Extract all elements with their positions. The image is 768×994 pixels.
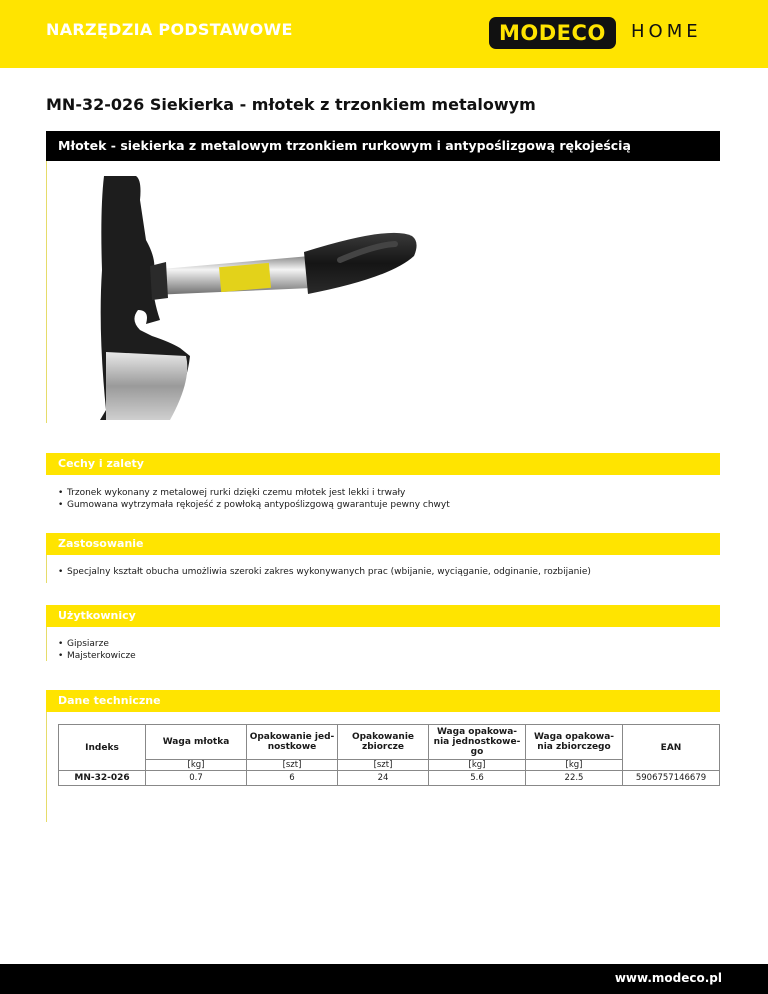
col-header-waga-opakowania-zbiorczego: Waga opakowa- nia zbiorczego: [526, 725, 623, 760]
features-heading-bar: [46, 453, 720, 475]
category-title: NARZĘDZIA PODSTAWOWE: [46, 20, 293, 39]
product-subtitle-bar: [46, 131, 720, 161]
users-frame-line: [46, 627, 47, 661]
usage-list: [58, 566, 591, 578]
hatchet-hammer-photo: [90, 170, 420, 420]
tech-heading: Dane techniczne: [58, 694, 161, 707]
col-header-ean: EAN: [623, 725, 720, 771]
col-header-waga-mlotka: Waga młotka: [146, 725, 247, 760]
usage-heading: Zastosowanie: [58, 537, 144, 550]
logo-brand: MODECO: [489, 17, 616, 49]
col-header-waga-opakowania-jednostkowego: Waga opakowa- nia jednostkowe- go: [429, 725, 526, 760]
unit-cell: [kg]: [429, 760, 526, 771]
unit-cell: [szt]: [247, 760, 338, 771]
table-row: [59, 771, 720, 786]
features-heading: Cechy i zalety: [58, 457, 144, 470]
image-frame-line: [46, 161, 47, 423]
list-item: • Gumowana wytrzymała rękojeść z powłoką antypoślizgową gwarantuje pewny chwyt: [58, 499, 450, 511]
users-heading-bar: [46, 605, 720, 627]
usage-frame-line: [46, 555, 47, 583]
table-header-row: [59, 725, 720, 760]
features-list: [58, 487, 450, 511]
col-header-opakowanie-zbiorcze: Opakowanie zbiorcze: [338, 725, 429, 760]
value-cell: 22.5: [526, 771, 623, 786]
tech-heading-bar: [46, 690, 720, 712]
unit-cell: [kg]: [146, 760, 247, 771]
header-bar: [0, 0, 768, 68]
list-item: • Specjalny kształt obucha umożliwia szeroki zakres wykonywanych prac (wbijanie, wyciąganie, odginanie, rozbijanie): [58, 566, 591, 578]
table-unit-row: [59, 760, 720, 771]
users-list: [58, 638, 136, 662]
product-title: MN-32-026 Siekierka - młotek z trzonkiem metalowym: [46, 95, 536, 114]
usage-heading-bar: [46, 533, 720, 555]
list-item: • Gipsiarze: [58, 638, 136, 650]
website-link[interactable]: www.modeco.pl: [614, 971, 722, 985]
value-cell: 24: [338, 771, 429, 786]
col-header-opakowanie-jednostkowe: Opakowanie jed- nostkowe: [247, 725, 338, 760]
product-subtitle: Młotek - siekierka z metalowym trzonkiem rurkowym i antypoślizgową rękojeścią: [58, 138, 631, 153]
value-cell-ean: 5906757146679: [623, 771, 720, 786]
unit-cell: [szt]: [338, 760, 429, 771]
value-cell: 0.7: [146, 771, 247, 786]
list-item: • Trzonek wykonany z metalowej rurki dzięki czemu młotek jest lekki i trwały: [58, 487, 450, 499]
footer-bar: [0, 964, 768, 994]
logo-suffix: HOME: [631, 21, 702, 42]
unit-cell: [kg]: [526, 760, 623, 771]
tech-table: [58, 724, 720, 786]
users-heading: Użytkownicy: [58, 609, 136, 622]
value-cell: 6: [247, 771, 338, 786]
value-cell: 5.6: [429, 771, 526, 786]
value-cell-indeks: MN-32-026: [59, 771, 146, 786]
list-item: • Majsterkowicze: [58, 650, 136, 662]
tech-frame-line: [46, 712, 47, 822]
col-header-indeks: Indeks: [59, 725, 146, 771]
